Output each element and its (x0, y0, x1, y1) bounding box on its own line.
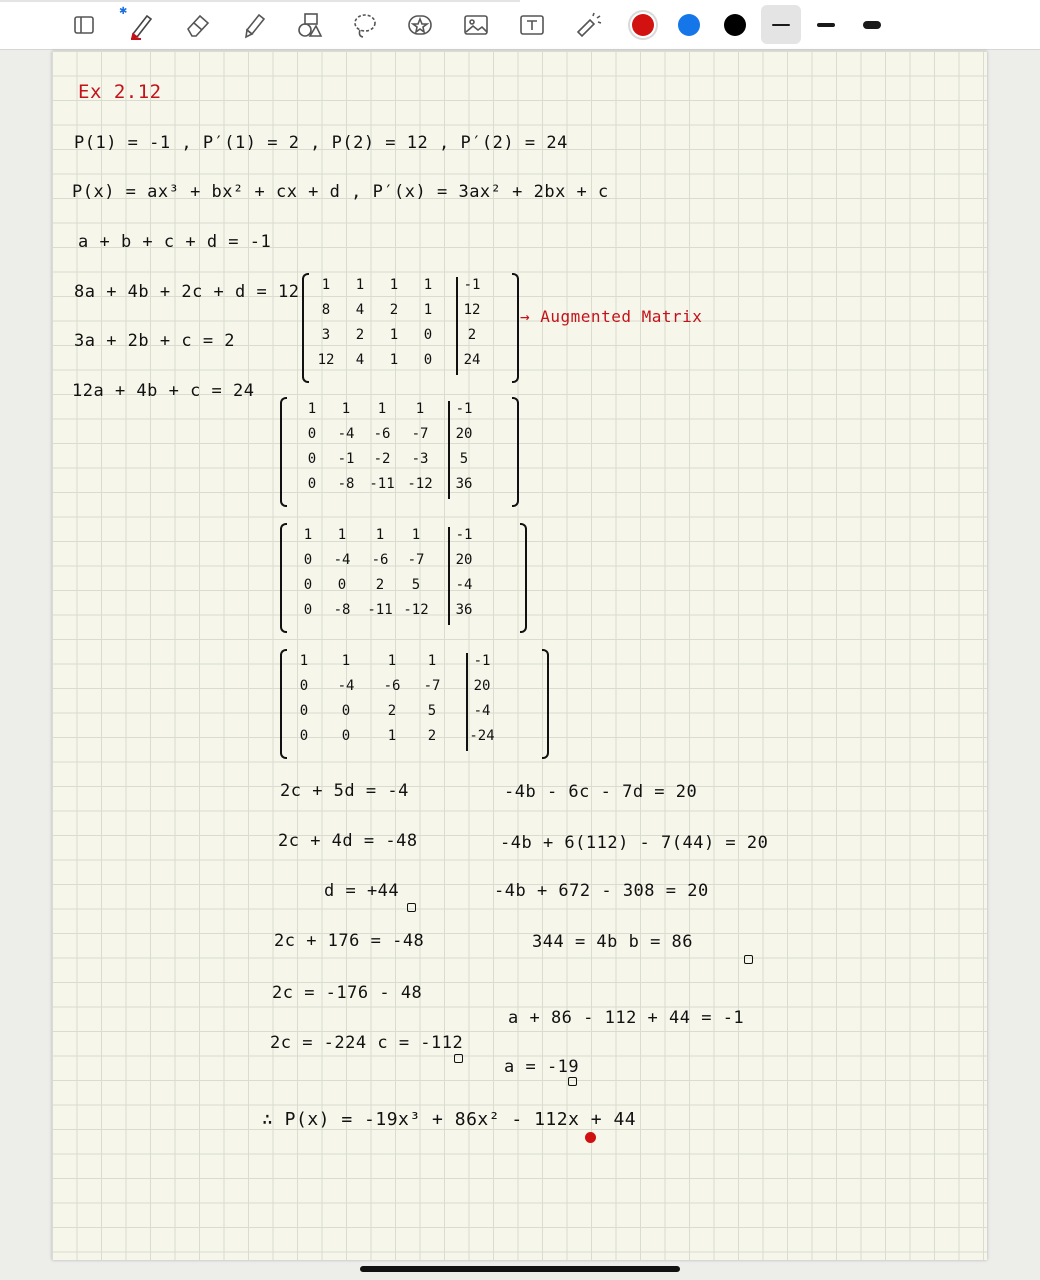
matrix-cell: 1 (387, 653, 397, 669)
text-icon[interactable] (514, 8, 550, 42)
matrix-cell: -7 (407, 552, 425, 568)
matrix-cell: -11 (369, 476, 395, 492)
equation-4: 12a + 4b + c = 24 (72, 381, 255, 401)
matrix-right-bracket (512, 397, 519, 507)
matrix-cell: 20 (473, 678, 491, 694)
solve-left-line-3: d = +44 (324, 881, 400, 901)
matrix-cell: 4 (355, 352, 365, 368)
matrix-cell: 1 (321, 277, 331, 293)
matrix-cell: -6 (371, 552, 389, 568)
matrix-cell: 2 (467, 327, 477, 343)
solve-right-line-6: a = -19 (504, 1057, 580, 1077)
matrix-cell: -24 (469, 728, 495, 744)
matrix-cell: 1 (389, 277, 399, 293)
stroke-thin-button[interactable] (761, 5, 801, 44)
solve-right-line-2: -4b + 6(112) - 7(44) = 20 (500, 833, 769, 853)
solve-left-line-1: 2c + 5d = -4 (280, 781, 409, 801)
solve-right-line-3: -4b + 672 - 308 = 20 (494, 881, 709, 901)
matrix-cell: 1 (307, 401, 317, 417)
matrix-cell: 0 (341, 703, 351, 719)
sidebar-icon[interactable] (66, 8, 102, 42)
matrix-cell: 1 (303, 527, 313, 543)
matrix-cell: 1 (411, 527, 421, 543)
exercise-title: Ex 2.12 (78, 81, 162, 103)
matrix-cell: -6 (373, 426, 391, 442)
equation-3: 3a + 2b + c = 2 (74, 331, 236, 351)
toolbar (0, 0, 1040, 50)
matrix-right-bracket (512, 273, 519, 383)
augmented-matrix-label: → Augmented Matrix (520, 307, 703, 326)
solve-right-line-4: 344 = 4b b = 86 (532, 932, 694, 952)
bluetooth-icon: ✱ (119, 6, 128, 17)
matrix-cell: 0 (423, 327, 433, 343)
matrix-cell: 1 (377, 401, 387, 417)
note-page[interactable] (52, 51, 987, 1260)
matrix-cell: 0 (299, 678, 309, 694)
matrix-cell: -11 (367, 602, 393, 618)
matrix-cell: 1 (387, 728, 397, 744)
matrix-cell: 1 (375, 527, 385, 543)
matrix-cell: -12 (407, 476, 433, 492)
eraser-icon[interactable] (180, 8, 216, 42)
matrix-cell: -4 (473, 703, 491, 719)
matrix-right-bracket (542, 649, 549, 759)
matrix-cell: 1 (341, 653, 351, 669)
given-conditions: P(1) = -1 , P′(1) = 2 , P(2) = 12 , P′(2) = 24 (74, 133, 568, 153)
pen-cursor (585, 1132, 596, 1143)
matrix-cell: -4 (333, 552, 351, 568)
solve-left-line-2: 2c + 4d = -48 (278, 831, 418, 851)
matrix-cell: 2 (355, 327, 365, 343)
highlighter-icon[interactable] (236, 8, 272, 42)
matrix-cell: -3 (411, 451, 429, 467)
lasso-icon[interactable] (347, 8, 383, 42)
matrix-cell: 1 (423, 277, 433, 293)
matrix-cell: -1 (455, 527, 473, 543)
matrix-cell: 2 (375, 577, 385, 593)
matrix-cell: 2 (427, 728, 437, 744)
matrix-cell: 0 (307, 476, 317, 492)
polynomial-definition: P(x) = ax³ + bx² + cx + d , P′(x) = 3ax² + 2bx + c (72, 182, 609, 202)
matrix-cell: -8 (337, 476, 355, 492)
matrix-cell: 24 (463, 352, 481, 368)
matrix-cell: 0 (299, 728, 309, 744)
end-mark (454, 1054, 463, 1063)
matrix-cell: -4 (337, 678, 355, 694)
matrix-cell: 1 (415, 401, 425, 417)
matrix-cell: 0 (337, 577, 347, 593)
end-mark (407, 903, 416, 912)
matrix-cell: 0 (299, 703, 309, 719)
matrix-cell: 0 (307, 451, 317, 467)
matrix-right-bracket (520, 523, 527, 633)
matrix-cell: 1 (389, 327, 399, 343)
matrix-cell: 4 (355, 302, 365, 318)
matrix-cell: 12 (463, 302, 481, 318)
matrix-cell: -8 (333, 602, 351, 618)
equation-2: 8a + 4b + 2c + d = 12 (74, 282, 300, 302)
matrix-cell: 0 (303, 577, 313, 593)
solve-left-line-6: 2c = -224 c = -112 (270, 1033, 464, 1053)
matrix-cell: 2 (387, 703, 397, 719)
pen-icon[interactable] (124, 8, 160, 42)
equation-1: a + b + c + d = -1 (78, 232, 272, 252)
matrix-cell: 0 (303, 602, 313, 618)
matrix-cell: -6 (383, 678, 401, 694)
matrix-cell: 0 (307, 426, 317, 442)
color-swatch-blue[interactable] (678, 14, 700, 36)
matrix-left-bracket (280, 523, 287, 633)
matrix-cell: -1 (337, 451, 355, 467)
matrix-cell: -1 (455, 401, 473, 417)
stroke-thick-button[interactable] (852, 5, 892, 44)
final-answer: ∴ P(x) = -19x³ + 86x² - 112x + 44 (262, 1109, 637, 1130)
matrix-cell: 12 (317, 352, 335, 368)
matrix-cell: 0 (341, 728, 351, 744)
matrix-cell: 2 (389, 302, 399, 318)
toolbar-top-rule (0, 0, 520, 2)
sticker-icon[interactable] (402, 8, 438, 42)
matrix-cell: 5 (411, 577, 421, 593)
solve-left-line-5: 2c = -176 - 48 (272, 983, 423, 1003)
matrix-cell: -1 (473, 653, 491, 669)
shapes-icon[interactable] (291, 8, 327, 42)
matrix-cell: 1 (423, 302, 433, 318)
matrix-cell: 0 (303, 552, 313, 568)
matrix-cell: 3 (321, 327, 331, 343)
matrix-left-bracket (280, 397, 287, 507)
matrix-cell: -2 (373, 451, 391, 467)
matrix-cell: -1 (463, 277, 481, 293)
matrix-cell: 5 (427, 703, 437, 719)
matrix-cell: 8 (321, 302, 331, 318)
end-mark (568, 1077, 577, 1086)
solve-left-line-4: 2c + 176 = -48 (274, 931, 425, 951)
matrix-cell: 5 (459, 451, 469, 467)
solve-right-line-5: a + 86 - 112 + 44 = -1 (508, 1008, 745, 1028)
matrix-cell: 1 (299, 653, 309, 669)
image-icon[interactable] (458, 8, 494, 42)
color-swatch-red[interactable] (632, 14, 654, 36)
matrix-cell: 0 (423, 352, 433, 368)
matrix-cell: -4 (455, 577, 473, 593)
matrix-cell: 20 (455, 426, 473, 442)
stroke-medium-button[interactable] (806, 5, 846, 44)
matrix-left-bracket (280, 649, 287, 759)
matrix-cell: -4 (337, 426, 355, 442)
matrix-cell: 1 (355, 277, 365, 293)
solve-right-line-1: -4b - 6c - 7d = 20 (504, 782, 698, 802)
matrix-cell: 1 (341, 401, 351, 417)
laser-pointer-icon[interactable] (570, 8, 606, 42)
matrix-cell: 20 (455, 552, 473, 568)
matrix-cell: 1 (427, 653, 437, 669)
matrix-cell: 1 (389, 352, 399, 368)
matrix-cell: 1 (337, 527, 347, 543)
matrix-cell: -7 (411, 426, 429, 442)
matrix-cell: -7 (423, 678, 441, 694)
matrix-left-bracket (302, 273, 309, 383)
matrix-cell: 36 (455, 602, 473, 618)
home-indicator[interactable] (360, 1266, 680, 1272)
color-swatch-black[interactable] (724, 14, 746, 36)
end-mark (744, 955, 753, 964)
matrix-cell: 36 (455, 476, 473, 492)
matrix-cell: -12 (403, 602, 429, 618)
